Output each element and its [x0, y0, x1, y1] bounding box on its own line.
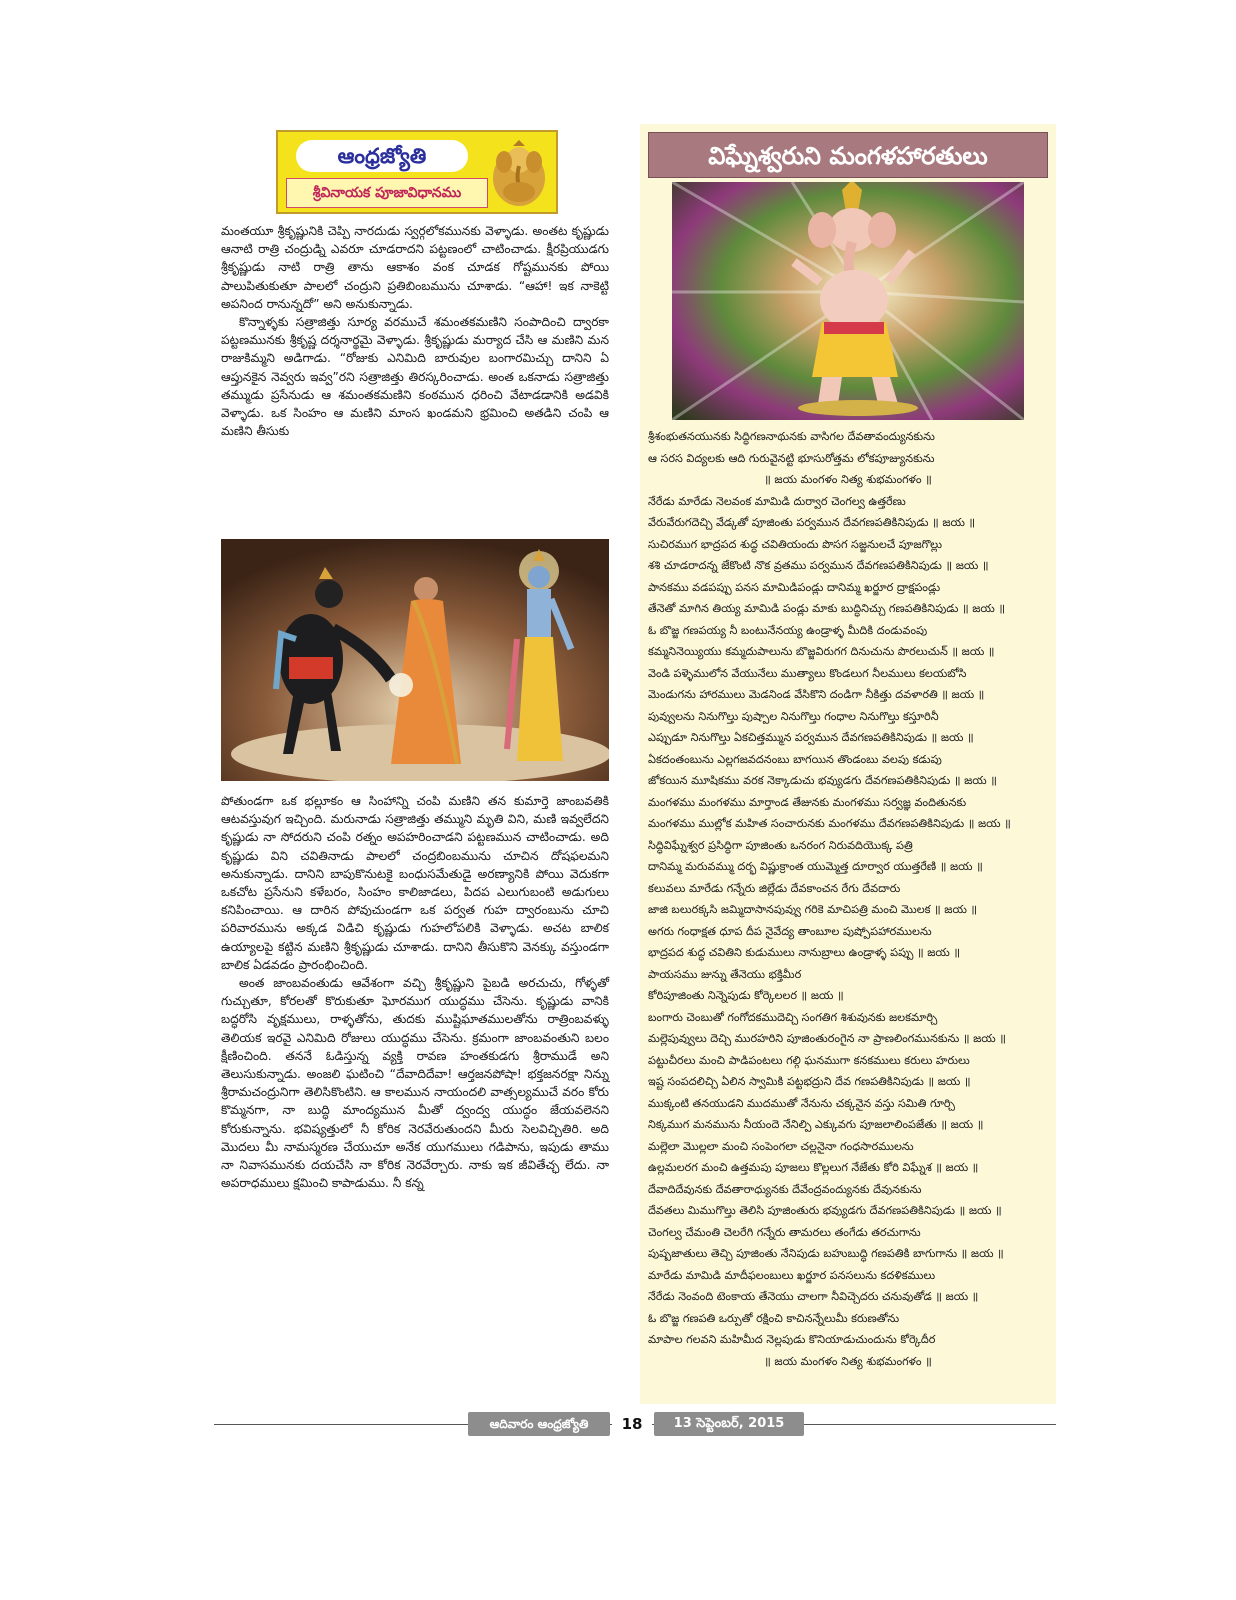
aarti-line: మెండుగను హారములు మెడనిండ వేసికొని దండిగా నీకిత్తు దవళారతి ॥ జయ ॥ [648, 688, 985, 701]
aarti-line: మల్లెలా మొల్లలా మంచి సంపెంగలా చల్లనైనా గంధసారములను [648, 1139, 914, 1153]
footer-date: 13 సెప్టెంబర్, 2015 [654, 1412, 804, 1436]
aarti-line: ముక్కంటి తనయుడని ముదముతో నేనును చక్కనైన వస్తు సమితి గూర్చి [648, 1096, 955, 1110]
aarti-line: ఇష్ట సంపదలిచ్చి ఏలిన స్వామికి పట్టభద్రుని దేవ గణపతికినిపుడు ॥ జయ ॥ [648, 1075, 971, 1088]
aarti-line: ఎప్పుడూ నినుగొల్తు ఏకచిత్తమ్మున పర్వమున దేవగణపతికినిపుడు ॥ జయ ॥ [648, 731, 974, 744]
aarti-line: శ్రీశంభుతనయునకు సిద్ధిగణనాథునకు వాసిగల దేవతావంద్యునకును [648, 430, 935, 443]
aarti-line: తేనెతో మాగిన తియ్య మామిడి పండ్లు మాకు బుద్ధినిచ్చు గణపతికినిపుడు ॥ జయ ॥ [648, 602, 1006, 615]
aarti-line: ఓ బొజ్జ గణపయ్య నీ బంటునేనయ్య ఉండ్రాళ్ళ మీదికి దండువంపు [648, 623, 928, 637]
aarti-line: సిద్ధివిఘ్నేశ్వర ప్రసిద్ధిగా పూజింతు ఒనరంగ నిరువదియొక్క పత్రి [648, 838, 913, 852]
footer-publication: ఆదివారం ఆంధ్రజ్యోతి [468, 1412, 610, 1436]
aarti-line: శశి చూడరాదన్న జేకొంటి నొక వ్రతము పర్వమున దేవగణపతికినిపుడు ॥ జయ ॥ [648, 559, 989, 572]
aarti-line: దానిమ్మ మరువమ్ము దర్భ విష్ణుక్రాంత యుమ్మెత్త దూర్వార యుత్తరేణి ॥ జయ ॥ [648, 860, 983, 873]
aarti-line: చెంగల్వ చేమంతి చెలరేగి గన్నేరు తామరలు తంగేడు తరచుగాను [648, 1225, 921, 1239]
article-paragraph: పోతుండగా ఒక భల్లూకం ఆ సింహాన్ని చంపి మణిని తన కుమార్తె జాంబవతికి ఆటవస్తువుగ ఇచ్చింది. మరునాడు సత్రాజిత్తు తమ్ముని మృతి విని, మణి ఇవ్వలేదని కృష్ణుడు నా సోదరుని చంపి రత్నం అపహరించాడని పట్టణమున చాటించాడు. అది కృష్ణుడు విని చవితినాడు పాలలో చంద్రబింబమును చూచిన దోషఫలమని అనుకున్నాడు. దానిని బాపుకొనుటకై బంధుసమేతుడై అరణ్యానికి పోయి వెదుకగా ఒకచోట ప్రసేనుని కళేబరం, సింహం కాలిజాడలు, పిదప ఎలుగుబంటి అడుగులు కనిపించాయి. ఆ దారిన పోవుచుండగా ఒక పర్వత గుహ ద్వారంబును చూచి పరివారమును అక్కడ విడిచి కృష్ణుడు గుహలోపలికి వెళ్ళాడు. అచట బాలిక ఉయ్యాలపై కట్టిన మణిని శ్రీకృష్ణుడు చూశాడు. దానిని తీసుకొని వెనక్కు వస్తుండగా బాలిక ఏడవడం ప్రారంభించింది. [221, 794, 609, 972]
article-top [221, 222, 609, 440]
aarti-line: భాద్రపద శుద్ధ చవితిని కుడుములు నానుబ్రాలు ఉండ్రాళ్ళ పప్పు ॥ జయ ॥ [648, 946, 961, 959]
ganesha-image [672, 182, 1024, 420]
aarti-line: మంగళము మంగళము మార్తాండ తేజునకు మంగళము సర్వజ్ఞ వందితునకు [648, 795, 967, 809]
aarti-line: జోకయిన మూషికము వరక నెక్కాడుచు భవ్యుడగు దేవగణపతికినిపుడు ॥ జయ ॥ [648, 774, 997, 787]
aarti-line: నేరేడు నెంవంది టెంకాయ తేనెయు చాలగా నీవిచ్చెదరు చనువుతోడ ॥ జయ ॥ [648, 1290, 979, 1303]
article-bottom [221, 792, 609, 1192]
aarti-line: కోరిపూజింతు నిన్నెపుడు కోర్కెలలర ॥ జయ ॥ [648, 989, 844, 1002]
aarti-line: మాపాల గలవని మహిమీద నెల్లపుడు కొనియాడుచుందును కోర్కెదీర [648, 1333, 936, 1346]
aarti-verses [648, 426, 1048, 1372]
article-paragraph: మంతయూ శ్రీకృష్ణునికి చెప్పి నారదుడు స్వర్గలోకమునకు వెళ్ళాడు. అంతట కృష్ణుడు ఆనాటి రాత్రి చంద్రుడ్ని ఎవరూ చూడరాదని పట్టణంలో చాటించాడు. క్షీరప్రియుడగు శ్రీకృష్ణుడు నాటి రాత్రి తాను ఆకాశం వంక చూడక గోష్టమునకు పోయి పాలుపితుకుతూ పాలలో చంద్రుని ప్రతిబింబమును చూశాడు. “ఆహా! ఇక నాకెట్టి అపనింద రానున్నదో” అని అనుకున్నాడు. [221, 224, 609, 311]
aarti-line: నేరేడు మారేడు నెలవంక మామిడి దుర్వార చెంగల్వ ఉత్తరేణు [648, 494, 906, 508]
masthead-brand: ఆంధ్రజ్యోతి [296, 140, 468, 172]
aarti-line: మారేడు మామిడి మాదీఫలంబులు ఖర్జూర పనసలును కదళికములు [648, 1268, 936, 1282]
aarti-line: నిక్కముగ మనమును నీయందె నేనిల్పి ఎక్కువగు పూజలాలింపజేతు ॥ జయ ॥ [648, 1118, 984, 1131]
ganesha-idol-icon [488, 138, 550, 208]
aarti-line: పుష్పజాతులు తెచ్చి పూజింతు నేనిపుడు బహుబుద్ధి గణపతికి బాగుగాను ॥ జయ ॥ [648, 1247, 1004, 1260]
masthead-subtitle: శ్రీవినాయక పూజావిధానము [286, 178, 488, 208]
aarti-line: ॥ జయ మంగళం నిత్య శుభమంగళం ॥ [764, 1354, 932, 1368]
article-paragraph: కొన్నాళ్ళకు సత్రాజిత్తు సూర్య వరముచే శమంతకమణిని సంపాదించి ద్వారకా పట్టణమునకు శ్రీకృష్ణ దర్శనార్థమై వెళ్ళాడు. శ్రీకృష్ణుడు మర్యాద చేసి ఆ మణిని మన రాజుకిమ్మని అడిగాడు. “రోజుకు ఎనిమిది బారువుల బంగారమిచ్చు దానిని ఏ ఆప్తునకైన నెవ్వరు ఇవ్వ”రని సత్రాజిత్తు తిరస్కరించాడు. అంత ఒకనాడు సత్రాజిత్తు తమ్ముడు ప్రసేనుడు ఆ శమంతకమణిని కంఠమున ధరించి వేటాడడానికి అడవికి వెళ్ళాడు. ఒక సింహం ఆ మణిని మాంస ఖండమని భ్రమించి అతడిని చంపి ఆ మణిని తీసుకు [221, 315, 609, 439]
aarti-line: వెండి పళ్ళెములోన వేయునేలు ముత్యాలు కొండలుగ నీలములు కలయబోసి [648, 666, 967, 680]
aarti-line: కమ్మనినెయ్యియు కమ్మదుపాలును బొజ్జవిరుగగ దినుచును పొరలుచున్ ॥ జయ ॥ [648, 645, 995, 658]
aarti-line: పువ్వులను నినుగొల్తు పుష్పాల నినుగొల్తు గంధాల నినుగొల్తు కస్తూరినీ [648, 709, 939, 723]
aarti-line: అగరు గంధాక్షత ధూప దీప నైవేద్య తాంబూల పుష్పోపహారములను [648, 924, 932, 938]
aarti-line: సుచిరముగ భాద్రపద శుద్ధ చవితియందు పొసగ సజ్జనులచే పూజగొల్లు [648, 537, 942, 551]
aarti-line: పాయసము జున్ను తేనెయు భక్తిమీర [648, 967, 802, 981]
aarti-line: వేరువేరుగదెచ్చి వేడ్కతో పూజింతు పర్వమున దేవగణపతికినిపుడు ॥ జయ ॥ [648, 516, 976, 529]
aarti-line: పట్టుచీరలు మంచి పాడిపంటలు గల్గి ఘనముగా కనకములు కరులు హరులు [648, 1053, 970, 1067]
aarti-line: ఆ సరస విద్యలకు ఆది గురువైనట్టి భూసురోత్తమ లోకపూజ్యునకును [648, 451, 935, 465]
aarti-line: దేవాదిదేవునకు దేవతారాధ్యునకు దేవేంద్రవంద్యునకు దేవునకును [648, 1182, 922, 1196]
aarti-line: ఓ బొజ్జ గణపతి ఒర్పుతో రక్షించి కాచినన్నేలుమీ కరుణతోను [648, 1311, 900, 1325]
aarti-line: ॥ జయ మంగళం నిత్య శుభమంగళం ॥ [764, 473, 932, 486]
aarti-line: మంగళము ముల్లోక మహిత సంచారునకు మంగళము దేవగణపతికినిపుడు ॥ జయ ॥ [648, 817, 1011, 830]
aarti-line: ఉల్లమలరగ మంచి ఉత్తమపు పూజలు కొల్లలుగ నేజేతు కోరి విఘ్నేశ ॥ జయ ॥ [648, 1161, 979, 1174]
page-number: 18 [612, 1412, 652, 1436]
aarti-line: ఏకదంతంబును ఎల్లగజవదనంబు బాగయిన తొండంబు వలపు కడుపు [648, 752, 942, 766]
aarti-line: కలువలు మారేడు గన్నేరు జిల్లేడు దేవకాంచన రేగు దేవదారు [648, 881, 901, 895]
aarti-line: మల్లెపువ్వులు దెచ్చి మురహరిని పూజింతురంగైన నా ప్రాణలింగమునకును ॥ జయ ॥ [648, 1032, 1006, 1045]
masthead-logo [276, 130, 558, 214]
aarti-line: బంగారు చెంబుతో గంగోదకముదెచ్చి సంగతిగ శిశువునకు జలకమార్చి [648, 1010, 938, 1024]
aarti-line: పానకము వడపప్పు పనస మామిడిపండ్లు దానిమ్మ ఖర్జూర ద్రాక్షపండ్లు [648, 580, 941, 594]
aarti-title: విఘ్నేశ్వరుని మంగళహారతులు [648, 132, 1048, 178]
krishna-jambavan-illustration [221, 539, 609, 781]
aarti-line: జాజి బలురక్కసి జమ్మిదాసానపువ్వు గరికె మాచిపత్రి మంచి మొలక ॥ జయ ॥ [648, 903, 978, 916]
aarti-line: దేవతలు మిముగొల్తు తెలిసి పూజింతురు భవ్యుడగు దేవగణపతికినిపుడు ॥ జయ ॥ [648, 1204, 1002, 1217]
article-paragraph: అంత జాంబవంతుడు ఆవేశంగా వచ్చి శ్రీకృష్ణుని పైబడి అరచుచు, గోళ్ళతో గుచ్చుతూ, కోరలతో కొరుకుతూ ఘోరముగ యుద్ధము చేసెను. కృష్ణుడు వానికి బద్ధరోసి వృక్షములు, రాళ్ళతోను, తుదకు ముష్టిఘాతములతోను రాత్రింబవళ్ళు తెలియక ఇరవై ఎనిమిది రోజులు యుద్ధము చేసెను. క్రమంగా జాంబవంతుని బలం క్షీణించింది. తననే ఓడిస్తున్న వ్యక్తి రావణ హంతకుడగు శ్రీరాముడే అని తెలుసుకున్నాడు. అంజలి ఘటించి “దేవాదిదేవా! ఆర్తజనపోషా! భక్తజనరక్షా నిన్ను శ్రీరామచంద్రునిగా తెలిసికొంటిని. ఆ కాలమున నాయందలి వాత్సల్యముచే వరం కోరు కొమ్మనగా, నా బుద్ధి మాంద్యమున మీతో ద్వంద్వ యుద్ధం జేయవలెనని కోరుకున్నాను. భవిష్యత్తులో నీ కోరిక నెరవేరుతుందని మీరు సెలవిచ్చితిరి. అది మొదలు మీ నామస్మరణ చేయుచూ అనేక యుగములు గడిపాను, ఇపుడు తాము నా నివాసమునకు దయచేసి నా కోరిక నెరవేర్చారు. నాకు ఇక జీవితేచ్ఛ లేదు. నా అపరాధములు క్షమించి కాపాడుము. నీ కన్న [221, 976, 609, 1191]
